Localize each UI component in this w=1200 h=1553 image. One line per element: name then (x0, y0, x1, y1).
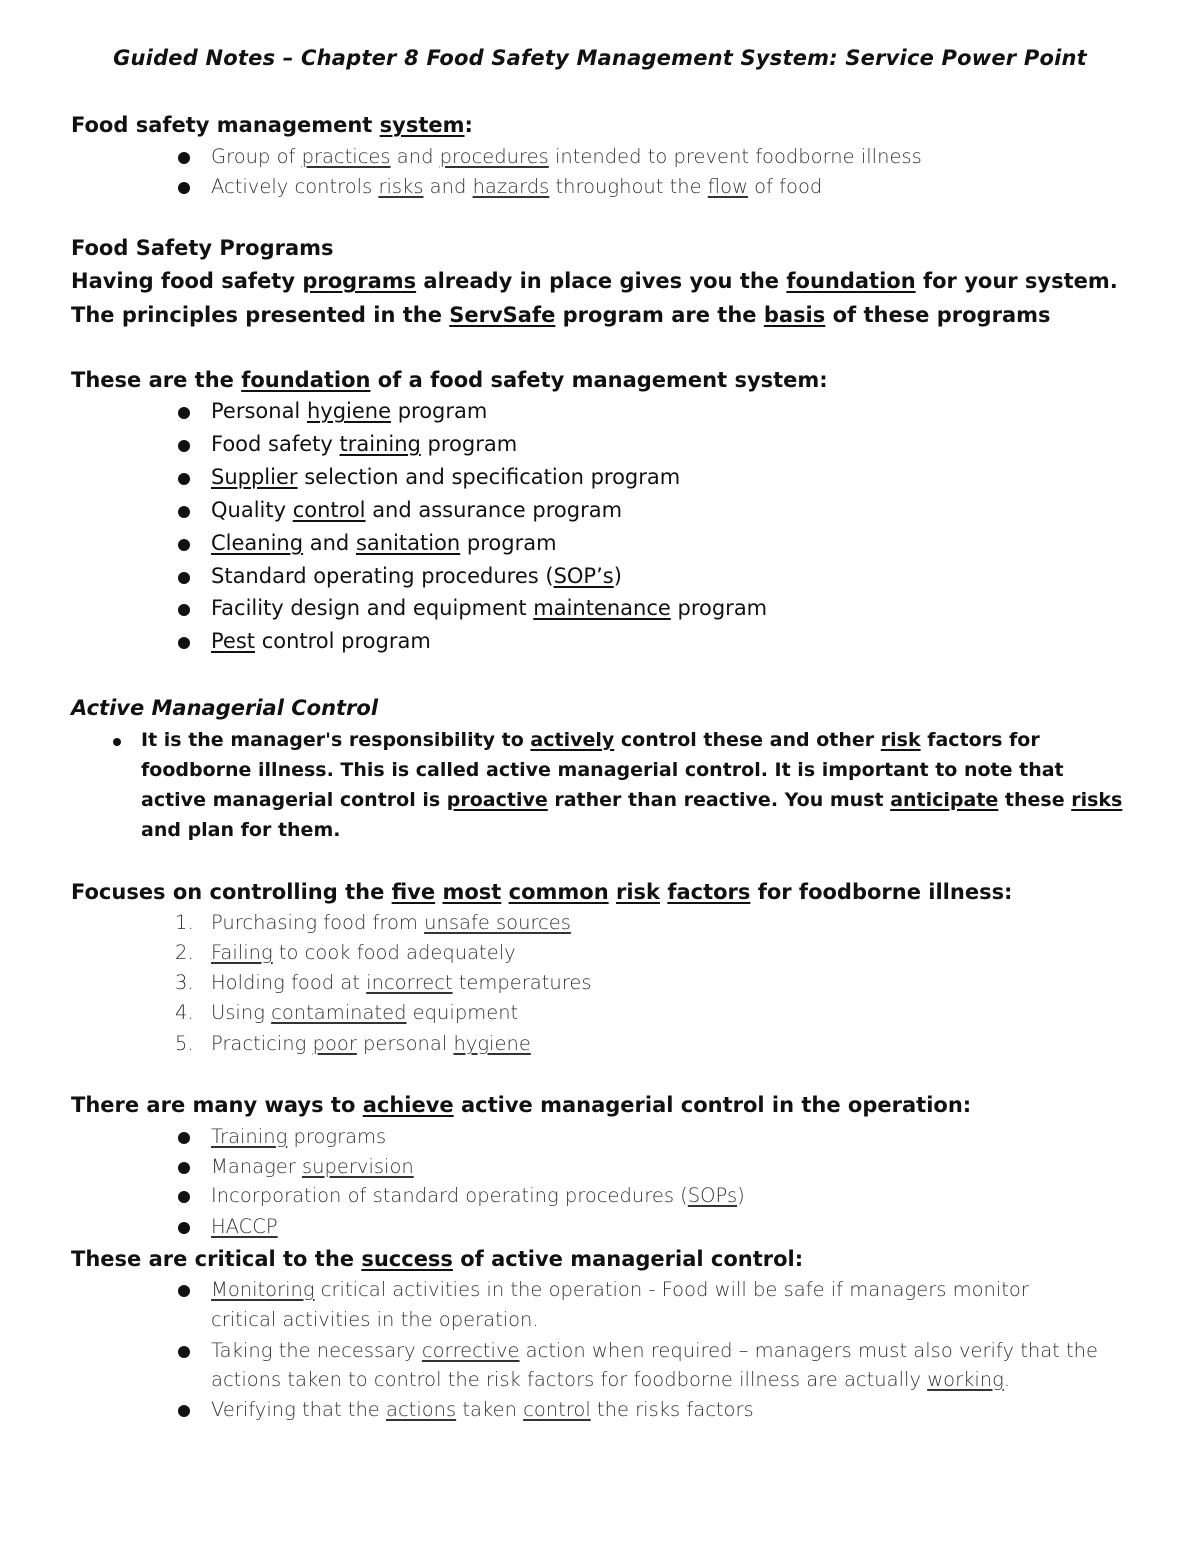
bullet-icon (178, 182, 190, 194)
page-title: Guided Notes – Chapter 8 Food Safety Management System: Service Power Point (113, 46, 1087, 70)
list-item: Facility design and equipment maintenance program (211, 596, 768, 620)
list-number: 4. (175, 1001, 194, 1024)
programs-line-1: Having food safety programs already in place gives you the foundation for your system. (71, 269, 1118, 293)
programs-heading: Food Safety Programs (71, 236, 334, 260)
bullet-icon (178, 1191, 190, 1203)
amc-para-line-4: and plan for them. (141, 819, 341, 841)
bullet-icon (178, 506, 190, 518)
list-number: 5. (175, 1032, 194, 1055)
list-number: 2. (175, 941, 194, 964)
critical-heading: These are critical to the success of active managerial control: (71, 1247, 804, 1271)
list-item: Verifying that the actions taken control the risks factors (211, 1398, 754, 1421)
list-item: Monitoring critical activities in the operation - Food will be safe if managers monitor (211, 1278, 1029, 1301)
list-item: Personal hygiene program (211, 399, 488, 423)
foundation-heading: These are the foundation of a food safety management system: (71, 368, 828, 392)
list-item: Manager supervision (211, 1155, 414, 1178)
bullet-icon (178, 1285, 190, 1297)
list-item: Standard operating procedures (SOP’s) (211, 564, 622, 588)
list-item: Pest control program (211, 629, 431, 653)
ways-heading: There are many ways to achieve active managerial control in the operation: (71, 1093, 972, 1117)
bullet-icon (178, 572, 190, 584)
list-item-continuation: actions taken to control the risk factors for foodborne illness are actually working. (211, 1368, 1011, 1391)
list-item-continuation: critical activities in the operation. (211, 1308, 539, 1331)
list-number: 3. (175, 971, 194, 994)
bullet-icon (178, 1162, 190, 1174)
bullet-icon (113, 738, 121, 746)
amc-para-line-2: foodborne illness. This is called active managerial control. It is important to note that (141, 759, 1064, 781)
list-item: Group of practices and procedures intended to prevent foodborne illness (211, 145, 922, 168)
list-item: Incorporation of standard operating procedures (SOPs) (211, 1184, 745, 1207)
bullet-icon (178, 539, 190, 551)
list-item: Taking the necessary corrective action when required – managers must also verify that the (211, 1339, 1098, 1362)
bullet-icon (178, 1222, 190, 1234)
programs-line-2: The principles presented in the ServSafe program are the basis of these programs (71, 303, 1051, 327)
fsms-heading: Food safety management system: (71, 113, 473, 137)
amc-para-line-3: active managerial control is proactive rather than reactive. You must anticipate these risks (141, 789, 1123, 811)
list-item: Cleaning and sanitation program (211, 531, 557, 555)
bullet-icon (178, 604, 190, 616)
bullet-icon (178, 152, 190, 164)
list-number: 1. (175, 911, 194, 934)
bullet-icon (178, 1346, 190, 1358)
focuses-heading: Focuses on controlling the five most common risk factors for foodborne illness: (71, 880, 1013, 904)
list-item: Actively controls risks and hazards throughout the flow of food (211, 175, 823, 198)
amc-para-line-1: It is the manager's responsibility to actively control these and other risk factors for (141, 729, 1040, 751)
bullet-icon (178, 407, 190, 419)
list-item: HACCP (211, 1215, 278, 1238)
bullet-icon (178, 473, 190, 485)
bullet-icon (178, 1405, 190, 1417)
bullet-icon (178, 637, 190, 649)
list-item: Purchasing food from unsafe sources (211, 911, 571, 934)
bullet-icon (178, 440, 190, 452)
list-item: Failing to cook food adequately (211, 941, 516, 964)
list-item: Holding food at incorrect temperatures (211, 971, 592, 994)
list-item: Using contaminated equipment (211, 1001, 519, 1024)
list-item: Supplier selection and specification program (211, 465, 681, 489)
list-item: Practicing poor personal hygiene (211, 1032, 531, 1055)
list-item: Food safety training program (211, 432, 518, 456)
bullet-icon (178, 1132, 190, 1144)
list-item: Quality control and assurance program (211, 498, 623, 522)
amc-heading: Active Managerial Control (71, 696, 379, 720)
list-item: Training programs (211, 1125, 387, 1148)
